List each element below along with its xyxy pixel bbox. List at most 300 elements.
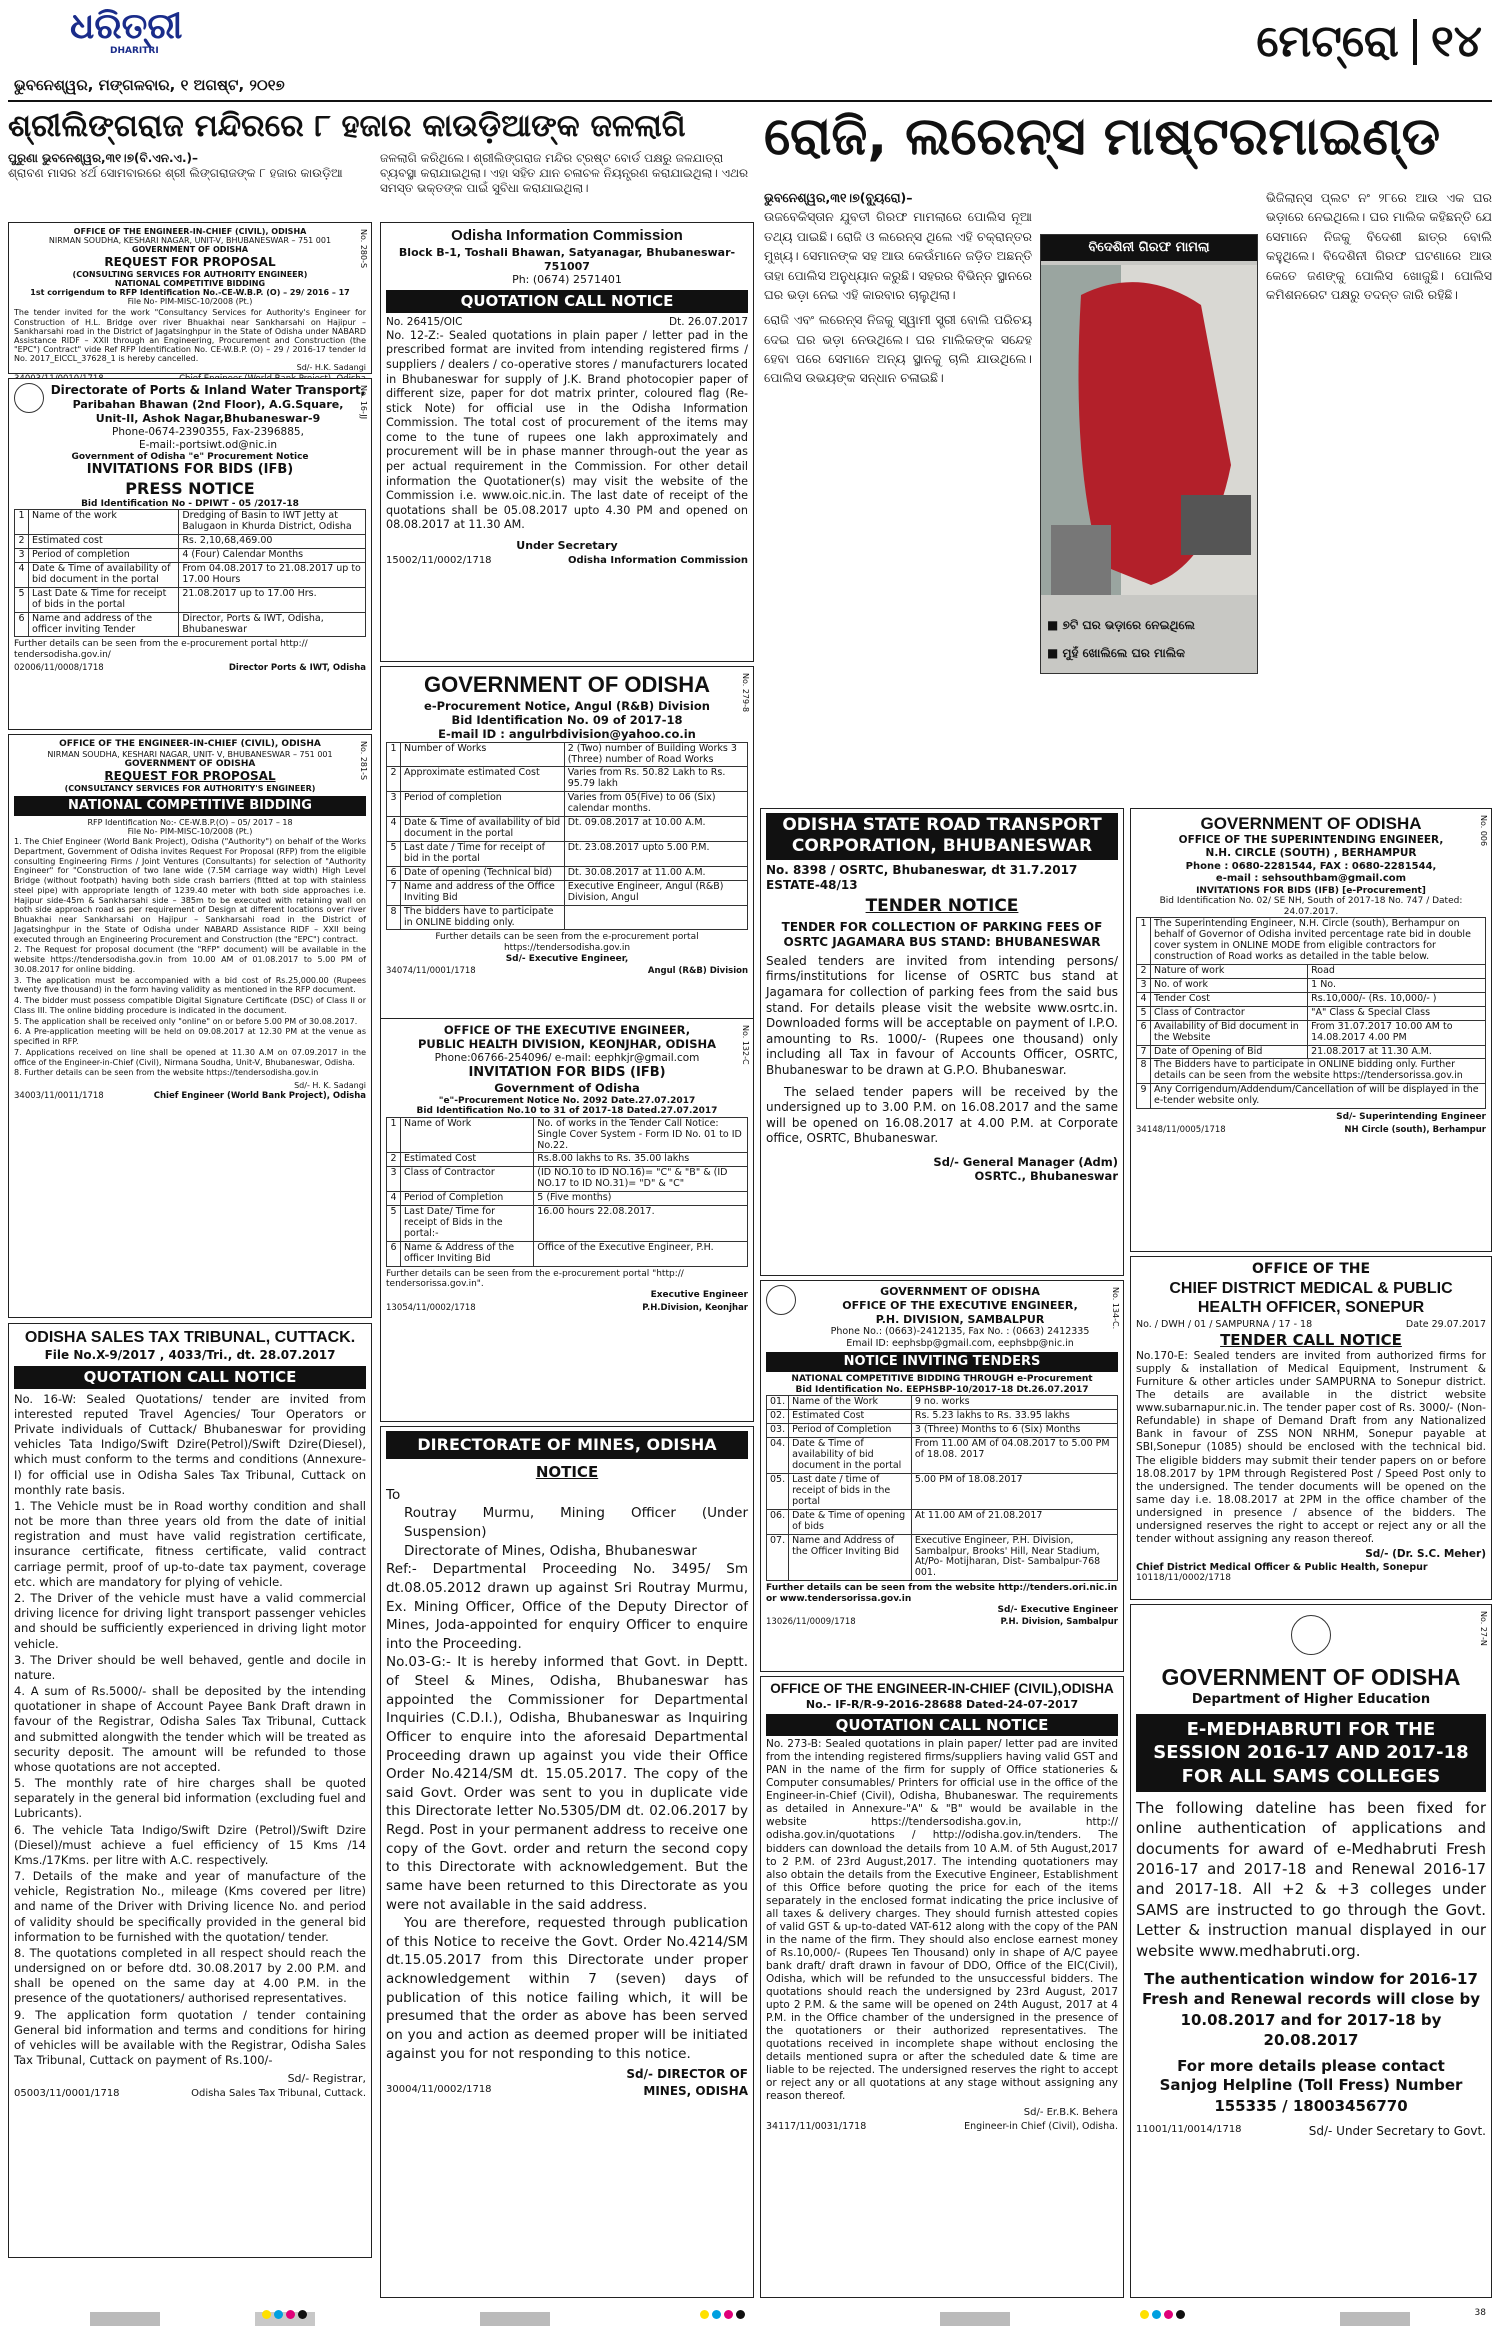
row-label: Date & Time of availability of bid document in the portal [789,1438,912,1474]
ad-items [14,837,366,1078]
photo-bullet-1: ■ ୭ଟି ଘର ଭଡ଼ାରେ ନେଇଥିଲେ [1047,618,1195,632]
logo-text: ଧରିତ୍ରୀ [70,5,183,47]
row-label: Availability of Bid document in the Website [1151,1020,1308,1045]
row-number: 5 [387,1206,401,1242]
list-item: 1. The Chief Engineer (World Bank Project), Odisha ("Authority") on behalf of the Works Department, Government of Odisha invites Request For Proposal (RFP) from the eligible consulting Engineering Firms / Joint Ventures (Consultants) for selection of "Authority Engineer" for "Construction of two lane wide (7.5M carriage way width) High Level Bridge (without footpath) having both side crash barriers (fitted at top with stainless steel pipe) with appropriate length of 1239.40 meter with both side approaches i.e. Hajipur side-45m & Sankharsahi side – 385m to be executed with retaining wall on both side approach road as per requirement of Design at different locations over river Bhuakhai near Sankharsahi on Hajipur – Sankharsahi road in the District of Jagatsinghpur in the State of Odisha under NABARD Assistance RIDF – XXII being executed through an Engineering Procurement and Construction (the "EPC") contract. [14,837,366,944]
ad-email: Email ID: eephsbp@gmail.com, eephsbp@nic.in [846,1338,1074,1350]
cmyk-dots [262,2310,307,2319]
ad-item-8: The Bidders have to participate in ONLINE bidding only. Further details can be seen from the website https://tendersorissa.gov.in [1151,1059,1486,1084]
table-row [1137,992,1486,1006]
news-column-2: ରୋଜି ଏବଂ ଲରେନ୍ସ ନିଜକୁ ସ୍ୱାମୀ ସ୍ତ୍ରୀ ବୋଲି ପରିଚୟ ଦେଇ ଘର ଭଡ଼ା ନେଉଥିଲେ। ଘର ମାଲିକଙ୍କ ସନ୍ଦେହ ହେବା ପରେ ସେମାନେ ଅନ୍ୟ ସ୍ଥାନକୁ ଚାଲି ଯାଉଥିଲେ। ପୋଲିସ ଉଭୟଙ୍କ ସନ୍ଧାନ ଚଳାଇଛି। [764,312,1032,386]
ad-body: The tender invited for the work "Consultancy Services for Authority's Engineer for Construction of H.L. Bridge over river Bhuakhai near Sankharsahi on Hajipur – Sankharsahi road in the District of Jagatsinghpur in the State of Odisha under NABARD Assistance RIDF – XXII through an Engineering, Procurement and Construction (the "EPC") Contract" vide Ref RFP Identification No. CE-W.B.P. (O) – 29 / 2016-17 tender Id No. 2017_EICCL_37628_1 is hereby cancelled. [14,308,366,364]
table-row [387,842,748,867]
ad-ref: 11001/11/0014/1718 [1136,2124,1242,2136]
ad-title: GOVERNMENT OF ODISHA [1200,814,1422,833]
footer-page-num: 38 [1474,2308,1486,2318]
row-value: From 11.00 AM of 04.08.2017 to 5.00 PM of 18.08. 2017 [911,1438,1117,1474]
ad-to: To [386,1486,401,1503]
ad-no: No. / DWH / 01 / SAMPURNA / 17 - 18 [1136,1318,1313,1330]
odisha-seal-icon [14,383,44,413]
news-photo [1040,234,1258,674]
ad-sign: Sd/- (Dr. S.C. Meher) [1365,1548,1486,1561]
ad-title-banner: DIRECTORATE OF MINES, ODISHA [386,1431,748,1459]
ad-gov: Government of Odisha [494,1081,640,1096]
ad-para-2: You are therefore, requested through publication of this Notice to receive the Govt. Order No.4214/SM dt.15.05.2017 from this Directorate under proper acknowledgement within 7 (seven) days of publication of this notice failing which, it will be presumed that the order as above has been served on you and action as deemed proper will be initiated against you for not responding to this notice. [386,1915,748,2062]
ad-ref: 15002/11/0002/1718 [386,554,492,566]
black-dot-icon [298,2310,307,2319]
row-value: 5.00 PM of 18.08.2017 [911,1474,1117,1510]
table-row [767,1396,1118,1410]
ad-body: No. 12-Z:- Sealed quotations in plain paper / letter pad in the prescribed format are invited from intending registered firms / suppliers / dealers / co-operative stores / manufacturers located in Bhubaneswar for supply of J.K. Brand photocopier paper of different size, paper for dot matrix printer, coloured flag (Re-stick Note) for official use in the Odisha Information Commission. The total cost of procurement of the items may come to the tune of rupees one lakh approximately and procurement will be in phase manner through-out the year as per actual requirement in the Commission. For other detail information the Quotationer(s) may visit the website of the Commission i.e. www.oic.nic.in. The last date of receipt of the quotations shall be 05.08.2017 upto 4.30 PM and opened on 08.08.2017 at 11.30 AM. [386,328,748,532]
ad-gov: Government of Odisha "e" Procurement Notice [71,451,309,462]
ad-office: OFFICE OF THE ENGINEER-IN-CHIEF (CIVIL), ODISHA [59,739,321,749]
ad-number: No. 16-JJ [359,385,368,420]
table-row [767,1438,1118,1474]
table-row [1137,965,1486,979]
magenta-dot-icon [724,2310,733,2319]
ad-designation: Chief Engineer (World Bank Project), Odisha [153,1091,366,1102]
row-number: 05. [767,1474,789,1510]
ad-number: No. 279-8 [741,673,750,713]
news-lingaraj [8,108,756,218]
news-column-3: ଭିଜିଲାନ୍ସ ପ୍ଲଟ ନଂ ୨୮ରେ ଆଉ ଏକ ଘର ଭଡ଼ାରେ ନେଇଥିଲେ। ଘର ମାଲିକ କହିଛନ୍ତି ଯେ ସେମାନେ ନିଜକୁ ବିଦେଶୀ ଛାତ୍ର ବୋଲି କହୁଥିଲେ। ବିଦେଶିନୀ ଗିରଫ ଘଟଣାରେ ଆଉ କେତେ ଜଣଙ୍କୁ ପୋଲିସ ଖୋଜୁଛି। ପୋଲିସ କମିଶନରେଟ ପକ୍ଷରୁ ତଦନ୍ତ ଜାରି ରହିଛି। [1266,190,1492,302]
gray-bar [1340,2312,1410,2326]
ad-office: PUBLIC HEALTH DIVISION, KEONJHAR, ODISHA [417,1037,717,1052]
ad-eic-quotation [760,1676,1124,2298]
row-label: Approximate estimated Cost [401,767,565,792]
row-label: Last Date & Time for receipt of bids in the portal [29,587,179,612]
ad-bid: Bid Identification No.10 to 31 of 2017-18 Dated.27.07.2017 [416,1106,718,1117]
ad-office: OFFICE OF THE EXECUTIVE ENGINEER, [842,1298,1078,1312]
ad-email: e-mail : sehsouthbam@gmail.com [1215,873,1407,884]
row-label: Period of completion [29,548,179,562]
ad-notice-banner: QUOTATION CALL NOTICE [766,1714,1118,1737]
row-label: Nature of work [1151,965,1308,979]
row-number: 2 [387,1153,401,1167]
ad-number: No. 134-C. [1111,1287,1120,1330]
ad-no: No. 8398 / OSRTC, Bhubaneswar, dt 31.7.2017 [766,862,1078,877]
ad-file-no: File No- PIM-MISC-10/2008 (Pt.) [127,297,253,307]
ad-number: No. 281-S [359,741,368,781]
row-number: 1 [387,1117,401,1153]
ad-title: CHIEF DISTRICT MEDICAL & PUBLIC HEALTH OFFICER, SONEPUR [1169,1279,1453,1316]
magenta-dot-icon [1164,2310,1173,2319]
list-item: 6. The vehicle Tata Indigo/Swift Dzire (Petrol)/Swift Dzire (Diesel)/must achieve a fuel efficiency of 15 Kms /14 Kms./17Kms. per litre with A.C. respectively. [14,1822,366,1867]
ad-ref: 34117/11/0031/1718 [766,2121,867,2133]
row-label: No. of work [1151,978,1308,992]
table-row [1137,978,1486,992]
table-row [387,880,748,905]
ad-title: GOVERNMENT OF ODISHA [1161,1663,1461,1690]
row-value: 21.08.2017 at 11.30 A.M. [1308,1045,1486,1059]
ad-title-banner: ODISHA STATE ROAD TRANSPORT CORPORATION, BHUBANESWAR [766,813,1118,860]
ad-ref: 13026/11/0009/1718 [766,1617,856,1628]
ad-body: No. 273-B: Sealed quotations in plain paper/ letter pad are invited from the intending registered firms/suppliers having valid GST and PAN in the name of the firm for supply of Office stationeries & Computer consumables/ Printers for official use in the office of the Engineer-in-Chief (Civil), Odisha, Bhubaneswar. The requirements as detailed in Annexure-"A" & "B" would be available in the website https://tendersodisha.gov.in, http:// odisha.gov.in/quotations / http://odisha.gov.in/tenders. The bidders can download the details from 10 A.M. of 5th August,2017 to 2 P.M. of 23rd August,2017. The intending quotationers may also obtain the details from the Executive Engineer, Establishment of this Office before quoting the price for each of the items separately in the enclosed format indicating the price inclusive of all taxes & delivery charges. They should furnish attested copies of valid GST & up-to-dated VAT-612 along with the copy of the PAN in the name of the firm. They should also enclose earnest money of Rs.10,000/- (Rupees Ten Thousand) only in shape of A/C payee bank draft/ draft drawn in favour of DDO, Office of the EIC(Civil), Odisha, which will be refunded to the unsuccessful bidders. The quotations should reach the undersigned by 23rd August, 2017 upto 2 P.M. & the same will be opened on 24th August, 2017 at 4 P.M. in the Office chamber of the undersigned in the presence of the quotationers or their authorized representatives. The quotations received in incomplete shape without enclosing the details mentioned supra or after the scheduled date & time are liable to be rejected. The undersigned reserves the right to accept or reject any or all quotations at any stage without assigning any reason thereof. [766,1738,1118,2102]
ad-notice-banner: NOTICE INVITING TENDERS [766,1352,1118,1372]
row-value: "A" Class & Special Class [1308,1006,1486,1020]
ad-office: OFFICE OF THE ENGINEER-IN-CHIEF (CIVIL), ODISHA [73,227,307,236]
table-row [387,1241,748,1266]
ad-ref: 30004/11/0002/1718 [386,2084,492,2096]
row-value: 2 (Two) number of Building Works 3 (Three) number of Road Works [564,742,747,767]
table-row [387,767,748,792]
row-label: Last Date/ Time for receipt of Bids in the portal:- [401,1206,534,1242]
list-item: 8. Further details can be seen from the website https://tendersodisha.gov.in [14,1068,319,1078]
row-label: Tender Cost [1151,992,1308,1006]
ad-number: No. 280-S [359,229,368,269]
row-value: From 31.07.2017 10.00 AM to 14.08.2017 4.00 PM [1308,1020,1486,1045]
row-number: 1 [387,742,401,767]
row-label: Name and address of the officer inviting Tender [29,612,179,637]
ad-rfp: RFP Identification No:- CE-W.B.P.(O) – 05/ 2017 – 18 [87,817,293,827]
ad-keonjhar-ph [380,1018,754,1422]
ad-gov: GOVERNMENT OF ODISHA [880,1285,1040,1298]
ad-ref: 34148/11/0005/1718 [1136,1124,1226,1135]
ad-table [386,1117,748,1267]
row-value: Executive Engineer, Angul (R&B) Division, Angul [564,880,747,905]
row-number: 4 [1137,992,1151,1006]
ad-title: REQUEST FOR PROPOSAL [104,769,276,784]
news-column-1: ଉଜବେକିସ୍ତାନ ଯୁବତୀ ଗିରଫ ମାମଲାରେ ପୋଲିସ ନୂଆ ତଥ୍ୟ ପାଇଛି। ରୋଜି ଓ ଲରେନ୍ସ ଥିଲେ ଏହି ଚକ୍ରାନ୍ତର ମୁଖ୍ୟ। ସେମାନଙ୍କ ସହ ଆଉ କେଉଁମାନେ ଜଡ଼ିତ ଅଛନ୍ତି ତାହା ପୋଲିସ ଅନୁଧ୍ୟାନ କରୁଛି। ସହରର ବିଭିନ୍ନ ସ୍ଥାନରେ ଘର ଭଡ଼ା ନେଇ ଏହି କାରବାର ଚାଲୁଥିଲା। [764,209,1032,302]
ad-ref: 02006/11/0008/1718 [14,662,104,673]
row-value: 1 No. [1308,978,1486,992]
logo-subtitle: DHARITRI [110,45,159,56]
table-row [767,1534,1118,1581]
row-label: Date of Opening of Bid [1151,1045,1308,1059]
row-value: Rs.10,000/- (Rs. 10,000/- ) [1308,992,1486,1006]
list-item: 4. A sum of Rs.5000/- shall be deposited by the intending quotationer in shape of Account Payee Bank Draft drawn in favour of the Registrar, Odisha Sales Tax Tribunal, Cuttack and submitted alongwith the tender which will be treated as security deposit. The amount will be refunded to those whose quotations are not accepted. [14,1684,366,1774]
list-item: 7. Details of the make and year of manufacture of the vehicle, Registration No., mileage (Kms covered per litre) and name of the Driver with Driving licence No. and period of validity should be specifically provided in the general bid information to be furnished with the quotation/ tender. [14,1869,366,1944]
ad-bid: Bid Identification No. 09 of 2017-18 [451,712,683,727]
table-row [15,612,366,637]
ad-phone: Phone : 0680-2281544, FAX : 0680-2281544, [1185,860,1437,872]
black-dot-icon [736,2310,745,2319]
ad-office: P.H. DIVISION, SAMBALPUR [875,1312,1045,1326]
ad-address: NIRMAN SOUDHA, KESHARI NAGAR, UNIT- V, BHUBANESWAR – 751 001 [47,749,333,759]
row-value: 16.00 hours 22.08.2017. [534,1206,748,1242]
cmyk-dots [1140,2310,1185,2319]
row-label: Name and Address of the Officer Inviting Bid [789,1534,912,1581]
row-value: (ID NO.10 to ID NO.16)= "C" & "B" & (ID NO.17 to ID NO.31)= "D" & "C" [534,1167,748,1192]
row-value: 4 (Four) Calendar Months [179,548,366,562]
ad-gov: GOVERNMENT OF ODISHA [131,245,249,255]
news-headline: ଶ୍ରୀଲିଙ୍ଗରାଜ ମନ୍ଦିରରେ ୮ ହଜାର କାଉଡ଼ିଆଙ୍କ ଜଳଲାଗି [8,108,686,144]
row-number: 3 [1137,978,1151,992]
list-item: 9. The application form quotation / tender containing General bid information and terms and conditions for hiring of vehicles will be available with the Registrar, Odisha Sales Tax Tribunal, Cuttack on payment of Rs.100/- [14,2007,366,2068]
table-row [15,548,366,562]
list-item: 8. The quotations completed in all respect should reach the undersigned on or before dtd. 30.08.2017 by 2.00 P.M. and shall be opened on the same day at 4.00 P.M. in the presence of the quotationers/ authorised representatives. [14,1945,366,2006]
list-item: 4. The bidder must possess compatible Digital Signature Certificate (DSC) of Class II or Class III. The online bidding procedure is indicated in the document. [14,996,366,1015]
row-number: 4 [387,1192,401,1206]
news-rosy [764,108,1492,798]
news-body: ଜଳଲାଗି କରିଥିଲେ। ଶ୍ରୀଲିଙ୍ଗରାଜ ମନ୍ଦିର ଟ୍ରଷ୍ଟ ବୋର୍ଡ ପକ୍ଷରୁ ଜଳଯାତ୍ରା ବ୍ୟବସ୍ଥା କରାଯାଇଥିଲା। ଏହା ସହିତ ଯାନ ଚଳାଚଳ ନିୟନ୍ତ୍ରଣ କରାଯାଇଥିଲା। ଏଥର ସମସ୍ତ ଭକ୍ତଙ୍କ ପାଇଁ ସୁବିଧା କରାଯାଇଥିଲା। [380,151,749,196]
ad-table [766,1395,1118,1581]
ad-items [14,1499,366,2068]
ad-sign: Sd/- H.K. Sadangi [296,363,366,373]
ad-no: No.- IF-R/R-9-2016-28688 Dated-24-07-2017 [805,1697,1079,1711]
ad-eic-corrigendum [8,222,372,374]
row-value: Director, Ports & IWT, Odisha, Bhubaneswar [179,612,366,637]
ad-item-9: Any Corrigendum/Addendum/Cancellation of will be displayed in the e-tender website only. [1151,1084,1486,1109]
row-number: 6 [387,1241,401,1266]
list-item: 5. The application shall be received only "online" on or before 5.00 PM of 30.08.2017. [14,1016,358,1026]
ad-office: OFFICE OF THE [1251,1261,1371,1277]
ad-sign: Director Ports & IWT, Odisha [228,662,366,673]
row-value: Rs. 5.23 lakhs to Rs. 33.95 lakhs [911,1410,1117,1424]
ad-title: REQUEST FOR PROPOSAL [104,254,276,269]
row-number: 4 [387,817,401,842]
row-number: 5 [387,842,401,867]
cyan-dot-icon [712,2310,721,2319]
gray-bar [940,2312,1010,2326]
row-label: Name and address of the Office Inviting Bid [401,880,565,905]
row-value: Dredging of Basin to IWT Jetty at Balugaon in Khurda District, Odisha [179,510,366,535]
list-item: 3. The application must be accompanied with a bid cost of Rs.25,000.00 (Rupees twenty five thousand) in the form having validity as mentioned in the RFP document. [14,975,366,995]
table-row [387,905,748,930]
ad-press-title: PRESS NOTICE [125,478,255,498]
row-number: 07. [767,1534,789,1581]
row-number: 3 [15,548,29,562]
row-value: Executive Engineer, P.H. Division, Sambalpur, Brooks' Hill, Near Stadium, At/Po- Motijharan, Dist- Sambalpur-768 001. [911,1534,1117,1581]
table-row [387,1167,748,1192]
ad-body: No.170-E: Sealed tenders are invited from authorized firms for supply & installation of Medical Equipment, Instrument & Furniture & other articles under SAMPURNA to Sonepur district. The details are available in the district website www.subarnapur.nic.in. The tender paper cost of Rs. 3000/- (Non-Refundable) in shape of Demand Draft from any Nationalized Bank in favour of ZSS NON NRHM, Sonepur payable at SBI,Sonepur (1085) should be enclosed with the technical bid. The eligible bidders may submit their tender papers on or before 18.08.2017 by 1PM through Registered Post / Speed Post only to the undersigned. The tender documents will be opened on the same day i.e. 18.08.2017 at 2PM in the office chamber of the undersigned in presence / absence of the bidders. The undersigned reserves the right to accept or reject any or all the tender without assigning any reason thereof. [1136,1349,1486,1546]
gray-bar [480,2312,550,2326]
yellow-dot-icon [1140,2310,1149,2319]
ad-ref: 13054/11/0002/1718 [386,1302,476,1313]
ad-sign: Sd/- Er.B.K. Behera [1023,2106,1118,2118]
ad-notice: TENDER NOTICE [865,895,1019,916]
ad-number: No. 27-N [1479,1611,1488,1646]
list-item: 7. Applications received on line shall be opened at 11.30 A.M on 07.09.2017 in the office of the Engineer-in-Chief (Civil), Nirmana Soudha, Unit-V, Bhubaneswar, Odisha. [14,1047,366,1067]
list-item: 1. The Vehicle must be in Road worthy condition and shall not be more than three years old from the date of initial registration and must have valid registration certificate, insurance certificate, fitness certificate, valid contract carriage permit, proof of up-to-date tax payment, coverage etc. which are mandatory for plying of vehicle. [14,1498,366,1589]
masthead-rule [8,100,1492,102]
row-number: 06. [767,1509,789,1534]
row-number: 3 [387,1167,401,1192]
gray-bar [90,2312,160,2326]
list-item: 2. The Driver of the vehicle must have a valid commercial driving licence for driving light transport passenger vehicles and should be sufficiently experienced in driving light motor vehicle. [14,1590,366,1651]
ad-sign: Under Secretary [516,538,618,552]
ad-gov: GOVERNMENT OF ODISHA [124,758,256,769]
row-label: Name & Address of the officer Inviting Bid [401,1241,534,1266]
ad-bid: Bid Identification No. 02/ SE NH, South of 2017-18 No. 747 / Dated: 24.07.2017. [1159,896,1463,917]
row-label: Estimated Cost [789,1410,912,1424]
row-value: 9 no. works [911,1396,1117,1410]
yellow-dot-icon [262,2310,271,2319]
ad-osrtc [760,808,1124,1276]
ad-office: Directorate of Ports & Inland Water Transport, [50,383,366,397]
row-number: 01. [767,1396,789,1410]
row-value: Varies from 05(Five) to 06 (Six) calendar months. [564,792,747,817]
row-number: 6 [1137,1020,1151,1045]
ad-sub: TENDER FOR COLLECTION OF PARKING FEES OF OSRTC JAGAMARA BUS STAND: BHUBANESWAR [781,919,1103,949]
ad-ifb: INVITATIONS FOR BIDS (IFB) [e-Procurement] [1196,885,1426,896]
ad-ref: 34074/11/0001/1718 [386,966,476,977]
table-row [387,1153,748,1167]
row-label: Period of Completion [401,1192,534,1206]
ad-designation: P.H. Division, Sambalpur [1000,1617,1118,1628]
ad-note: Further details can be seen from the e-procurement portal https://tendersodisha.gov.in [435,932,699,954]
row-number: 3 [387,792,401,817]
ad-address: Block B-1, Toshali Bhawan, Satyanagar, Bhubaneswar-751007 [398,245,736,273]
row-number: 5 [15,587,29,612]
row-number: 4 [15,562,29,587]
ad-ref: 10118/11/0002/1718 [1136,1573,1231,1584]
ad-higher-education [1130,1604,1492,2298]
table-row [387,1192,748,1206]
ad-berhampur-nh [1130,808,1492,1252]
ad-body: Sealed tenders are invited from intending persons/ firms/institutions for license of OSRTC bus stand at Jagamara for collection of parking fees from the said bus stand. For details please visit the website www.osrtc.in. Downloaded forms will be acceptable on payment of I.P.O. amounting to Rs. 1000/- (Rupees one thousand) only including all Tax in favour of Accounts Officer, OSRTC, Bhubaneswar to be drawn at G.P.O. Bhubaneswar. [766,953,1118,1077]
news-dateline: ଭୁବନେଶ୍ୱର,୩୧।୭(ବ୍ୟୁରୋ)– [764,190,913,205]
ad-intro: No. 16-W: Sealed Quotations/ tender are invited from interested reputed Travel Agencies/ Tour Operators or Private individuals of Cuttack/ Bhubaneswar for providing vehicles Tata Indigo/Swift Dzire(Petrol)/Swift Dzire(Diesel), which must conform to the terms and conditions (Annexure-I) for official use in Odisha Sales Tax Tribunal, Cuttack on monthly rate basis. [14,1391,366,1497]
ad-sign: Sd/- DIRECTOR OF [626,2067,748,2082]
ad-body-2: The selaed tender papers will be received by the undersigned up to 3.00 P.M. on 16.08.2017 and the same will be opened on 16.08.2017 at 4.00 P.M. at Corporate office, OSRTC, Bhubaneswar. [766,1084,1118,1146]
ad-corrigendum: 1st corrigendum to RFP Identification No.-CE-W.B.P. (O) – 29/ 2016 – 17 [30,287,350,297]
section-divider [1413,19,1417,65]
ad-title: INVITATION FOR BIDS (IFB) [468,1064,666,1080]
row-label: Period of Completion [789,1424,912,1438]
magenta-dot-icon [286,2310,295,2319]
ad-designation: Chief District Medical Officer & Public Health, Sonepur [1136,1561,1428,1573]
ad-note: Further details can be seen from the e-procurement portal "http:// tendersorissa.gov.in". [386,1268,684,1290]
row-label: Name of Work [401,1117,534,1153]
row-value: Rs. 2,10,68,469.00 [179,535,366,549]
ad-deadline: The authentication window for 2016-17 Fresh and Renewal records will close by 10.08.2017 and for 2017-18 by 20.08.2017 [1141,1970,1481,2050]
ad-bidding: NATIONAL COMPETITIVE BIDDING [114,278,266,288]
row-value: Road [1308,965,1486,979]
ad-angul-division [380,666,754,1044]
table-row [15,562,366,587]
ad-phone: Phone-0674-2390355, Fax-2396885, [112,425,304,438]
ad-ports-press-notice [8,378,372,730]
row-number: 2 [15,535,29,549]
row-value: Office of the Executive Engineer, P.H. [534,1241,748,1266]
row-number: 6 [387,866,401,880]
row-number: 04. [767,1438,789,1474]
row-number: 8 [387,905,401,930]
row-label: The bidders have to participate in ONLINE bidding only. [401,905,565,930]
ad-file-no: File No- PIM-MISC-10/2008 (Pt.) [127,827,253,837]
row-value [564,905,747,930]
row-number: 1 [15,510,29,535]
table-row [15,535,366,549]
ad-office: N.H. CIRCLE (SOUTH) , BERHAMPUR [1205,847,1417,860]
ad-designation: Odisha Sales Tax Tribunal, Cuttack. [191,2088,366,2100]
row-number: 7 [1137,1045,1151,1059]
list-item: 3. The Driver should be well behaved, gentle and docile in nature. [14,1652,366,1682]
ad-title: ODISHA SALES TAX TRIBUNAL, CUTTACK. [24,1329,356,1346]
row-number: 5 [1137,1006,1151,1020]
table-row [1137,1020,1486,1045]
odisha-seal-icon [766,1285,796,1315]
row-value: Varies from Rs. 50.82 Lakh to Rs. 95.79 lakh [564,767,747,792]
news-dateline: ପୁରୁଣା ଭୁବନେଶ୍ୱର,୩୧।୭(ବି.ଏନ.ଏ.)– [8,151,199,166]
ad-sign: Sd/- General Manager (Adm) [933,1154,1118,1169]
table-row [387,866,748,880]
list-item: 5. The monthly rate of hire charges shall be quoted separately in the general bid information (excluding fuel and Lubricants). [14,1776,366,1821]
ad-helpline: Sanjog Helpline (Toll Fress) Number 155335 / 18003456770 [1159,2076,1463,2115]
row-label: Date & Time of opening of bids [789,1509,912,1534]
ad-ref-para: Ref:- Departmental Proceeding No. 3495/ Sm dt.08.05.2012 drawn up against Sri Routray Murmu, Ex. Mining Officer, Office of the Deputy Director of Mines, Joda-appointed for enquiry Officer to enquire into the Proceeding. [386,1561,748,1652]
row-number: 02. [767,1410,789,1424]
ad-contact: For more details please contact [1177,2056,1445,2075]
section-name: ମେଟ୍ରୋ [1256,16,1399,67]
ad-estate: ESTATE-48/13 [766,877,858,892]
ad-item-1: The Superintending Engineer, N.H. Circle (south), Berhampur on behalf of Governor of Odisha invited percentage rate bid in double cover system in ONLINE MODE from eligible contractors for construction of Road works as detailed in the table below. [1151,918,1486,965]
ad-number: No. 006 [1479,815,1488,847]
row-label: Date of opening (Technical bid) [401,866,565,880]
ad-date: Date 29.07.2017 [1405,1318,1486,1330]
ad-table [386,742,748,931]
ad-banner: E-MEDHABRUTI FOR THE SESSION 2016-17 AND 2017-18 FOR ALL SAMS COLLEGES [1136,1714,1486,1792]
ad-sign: Executive Engineer [650,1290,748,1300]
yellow-dot-icon [700,2310,709,2319]
ad-file: File No.X-9/2017 , 4033/Tri., dt. 28.07.2017 [44,1348,336,1362]
ad-email: E-mail:-portsiwt.od@nic.in [138,438,278,451]
photo-image [1041,265,1257,595]
ad-designation: Angul (R&B) Division [647,966,748,977]
cyan-dot-icon [274,2310,283,2319]
table-row [387,1206,748,1242]
row-value: 21.08.2017 up to 17.00 Hrs. [179,587,366,612]
table-row [387,792,748,817]
ad-subtitle: (CONSULTANCY SERVICES FOR AUTHORITY'S ENGINEER) [64,784,316,794]
photo-bullet-2: ■ ମୁହଁ ଖୋଲିଲେ ଘର ମାଲିକ [1047,646,1186,660]
row-label: Date & Time of availability of bid document in the portal [401,817,565,842]
ad-invitations: INVITATIONS FOR BIDS (IFB) [86,462,294,478]
ad-information-commission [380,222,754,662]
row-value: From 04.08.2017 to 21.08.2017 up to 17.00 Hours [179,562,366,587]
table-row [767,1410,1118,1424]
ad-sign: Sd/- Under Secretary to Govt. [1308,2124,1486,2139]
ad-address: NIRMAN SOUDHA, KESHARI NAGAR, UNIT-V, BHUBANESWAR – 751 001 [48,236,332,246]
row-value: Dt. 23.08.2017 upto 5.00 P.M. [564,842,747,867]
odisha-seal-icon [1291,1615,1331,1655]
ad-office: OFFICE OF THE SUPERINTENDING ENGINEER, [1178,834,1444,847]
row-number: 03. [767,1424,789,1438]
ad-notice: "e"-Procurement Notice No. 2092 Date.27.07.2017 [438,1095,696,1106]
ad-sign: Sd/- Registrar, [287,2072,366,2086]
ad-address: Paribahan Bhawan (2nd Floor), A.G.Square, [72,398,344,411]
ad-address: Unit-II, Ashok Nagar,Bhubaneswar-9 [95,411,321,425]
row-label: Date & Time of availability of bid document in the portal [29,562,179,587]
row-label: Name of the work [29,510,179,535]
page-section [1256,14,1482,69]
ad-para-1: No.03-G:- It is hereby informed that Govt. in Deptt. of Steel & Mines, Odisha, Bhubaneswar has appointed the Commissioner for Departmental Inquiries (C.D.I.), Odisha, Bhubaneswar as Inquiring Officer to enquire into the aforesaid Departmental Proceeding drawn up against you vide their Office Order No.4214/SM dt. 15.05.2017. The copy of the said Govt. Order was sent to you in duplicate vide this Directorate letter No.5305/DM dt. 02.06.2017 by Regd. Post in your permanent address to receive one copy of the Govt. order and return the second copy to this Directorate with acknowledgement. But the same have been returned to this Directorate as you were not available in the said address. [386,1654,748,1913]
ad-directorate-mines [380,1426,754,2298]
row-label: Last date / time of receipt of bids in the portal [789,1474,912,1510]
list-item: 6. A Pre-application meeting will be held on 09.08.2017 at 12.30 PM at the venue as specified in RFP. [14,1027,366,1047]
row-value: Dt. 09.08.2017 at 10.00 A.M. [564,817,747,842]
table-row [767,1474,1118,1510]
cyan-dot-icon [1152,2310,1161,2319]
ad-no: No. 26415/OIC [386,315,463,328]
ad-table: 1 The Superintending Engineer, N.H. Circle (south), Berhampur on behalf of Governor of Odisha invited percentage rate bid in double cover system in ONLINE MODE from eligible contractors for construction of Road works as detailed in the table below. 2 Nature of work Road 3 No. of work 1 No. 4 Tender Cost Rs.10,000/- (Rs. 10,000/- ) 5 Class of Contractor "A" Class & Special Class 6 Availability of Bid document in the Website From 31.07.2017 10.00 AM to 14.08.2017 4.00 PM 7 Date of Opening of Bid 21.08.2017 at 11.30 A.M. 8 The Bidders have to participate in ONLINE bidding only. Further details can be seen from the website https://tendersorissa.gov.in 9 Any Corrigendum/Addendum/Cancellation of will be displayed in the e-tender website only. [1136,917,1486,1109]
black-dot-icon [1176,2310,1185,2319]
ad-notice: TENDER CALL NOTICE [1220,1330,1402,1349]
row-label: Estimated Cost [401,1153,534,1167]
ad-bid-id: Bid Identification No - DPIWT - 05 /2017-18 [81,498,299,509]
ad-subtitle: (CONSULTING SERVICES FOR AUTHORITY ENGINEER) [72,269,308,279]
photo-caption: ବିଦେଶିନୀ ଗିରଫ ମାମଲା [1041,235,1257,261]
ad-designation: MINES, ODISHA [643,2084,748,2099]
print-register-bar [0,2304,1500,2335]
row-value: No. of works in the Tender Call Notice: Single Cover System - Form ID No. 01 to ID No.22. [534,1117,748,1153]
ad-bid: Bid Identification No. EEPHSBP-10/2017-18 Dt.26.07.2017 [795,1384,1089,1395]
ad-ref: 34003/11/0011/1718 [14,1091,104,1102]
row-value: Rs.8.00 lakhs to Rs. 35.00 lakhs [534,1153,748,1167]
ad-title: GOVERNMENT OF ODISHA [423,672,710,697]
row-label: Class of Contractor [401,1167,534,1192]
